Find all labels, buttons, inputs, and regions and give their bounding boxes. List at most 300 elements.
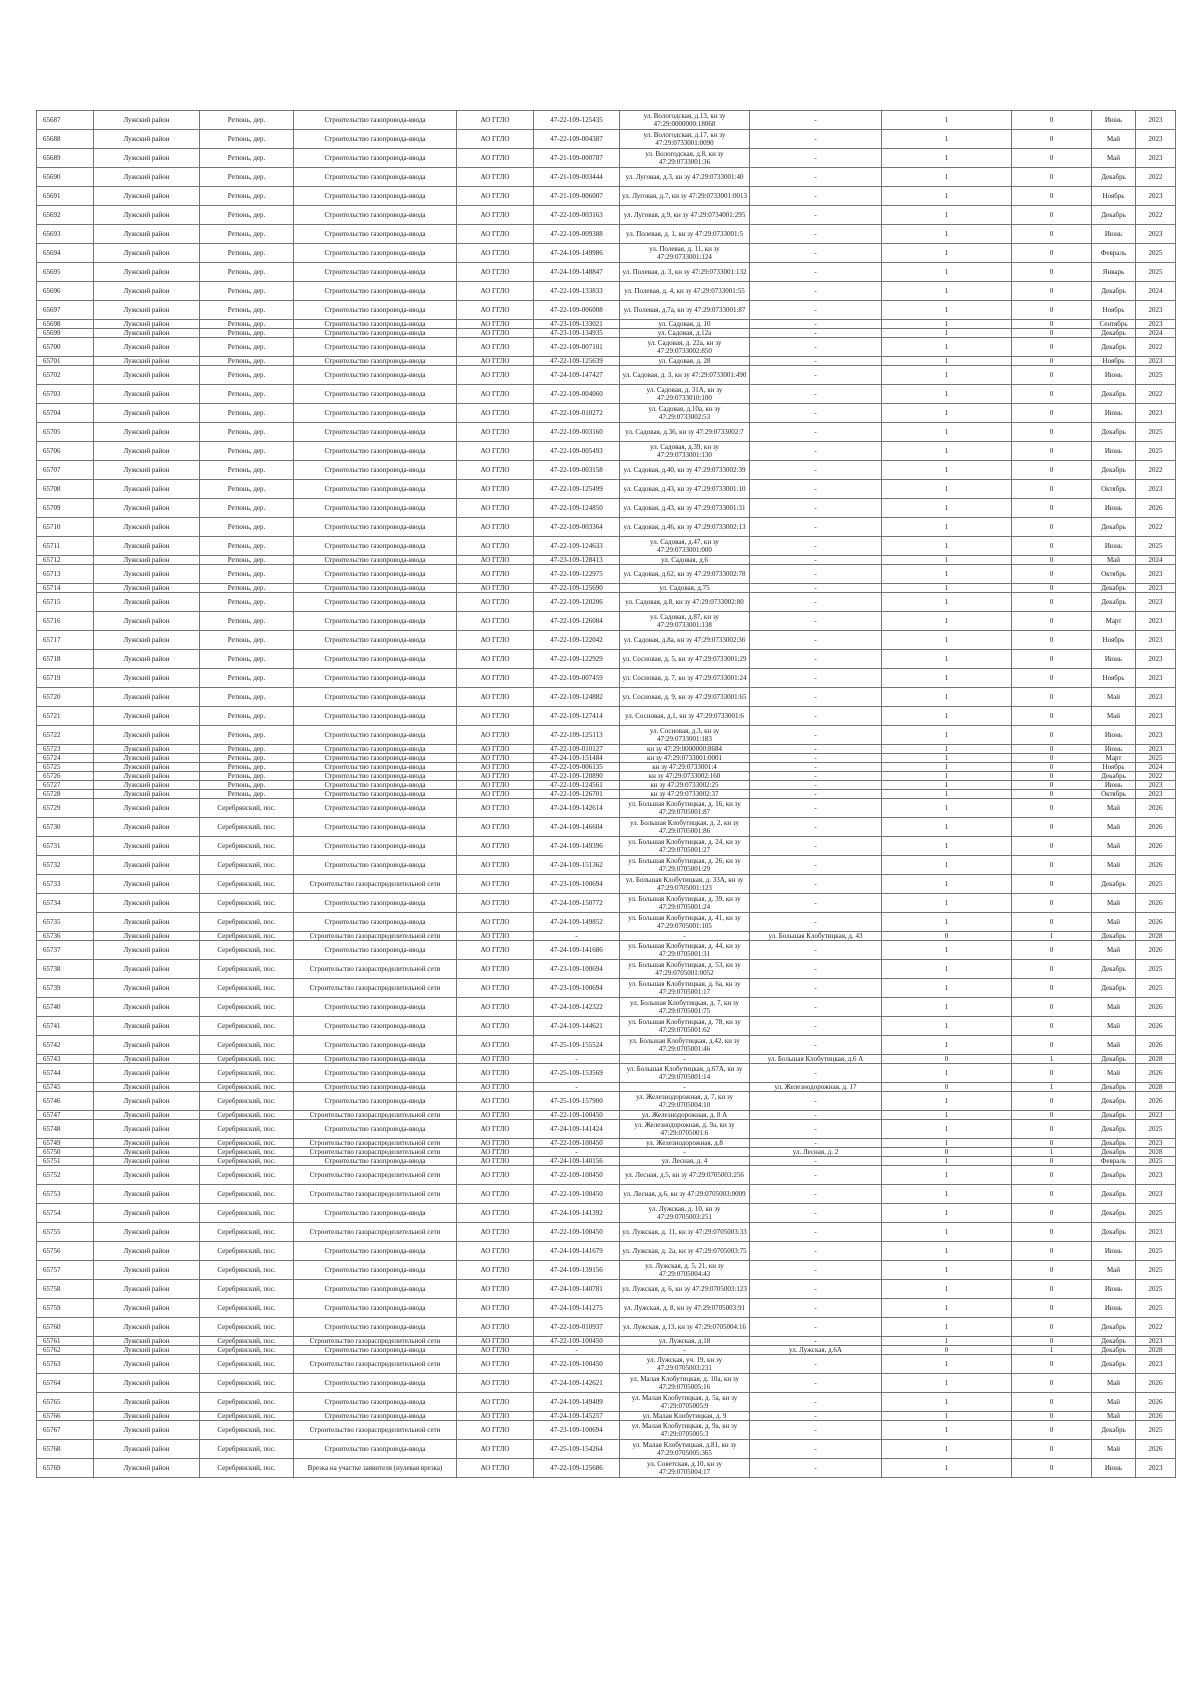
cell-district: Лужский район (94, 1185, 200, 1204)
table-row (37, 1092, 1176, 1111)
cell-settlement: Серебрянский, пос. (200, 1299, 294, 1318)
cell-year: 2022 (1136, 206, 1176, 225)
cell-settlement: Серебрянский, пос. (200, 1223, 294, 1242)
cell-district: Лужский район (94, 1036, 200, 1055)
cell-work-type: Строительство газопровода-ввода (294, 461, 457, 480)
cell-district: Лужский район (94, 932, 200, 941)
cell-organization: АО ГГЛО (457, 707, 534, 726)
cell-address: кн зу 47:29:0733002:25 (620, 781, 750, 790)
cell-year: 2024 (1136, 282, 1176, 301)
cell-address: ул. Полевая, д. 3, кн зу 47:29:0733001:132 (620, 263, 750, 282)
cell-address-alt: - (750, 856, 882, 875)
cell-count-b: 0 (1012, 631, 1092, 650)
cell-district: Лужский район (94, 875, 200, 894)
cell-year: 2023 (1136, 584, 1176, 593)
cell-month: Май (1092, 556, 1136, 565)
cell-record-id: 65708 (37, 480, 94, 499)
cell-district: Лужский район (94, 1120, 200, 1139)
cell-count-a: 1 (882, 726, 1012, 745)
cell-address: ул. Садовая, д.12а (620, 329, 750, 338)
cell-district: Лужский район (94, 442, 200, 461)
cell-district: Лужский район (94, 1440, 200, 1459)
cell-district: Лужский район (94, 366, 200, 385)
cell-address-alt: - (750, 1223, 882, 1242)
cell-district: Лужский район (94, 1280, 200, 1299)
cell-application-number: 47-22-109-125113 (534, 726, 620, 745)
cell-settlement: Ретюнь, дер. (200, 263, 294, 282)
table-row (37, 781, 1176, 790)
cell-month: Декабрь (1092, 1166, 1136, 1185)
table-row (37, 556, 1176, 565)
cell-address-alt: - (750, 442, 882, 461)
cell-year: 2023 (1136, 790, 1176, 799)
cell-month: Июнь (1092, 745, 1136, 754)
cell-address: кн зу 47:29:0733002:37 (620, 790, 750, 799)
cell-settlement: Серебрянский, пос. (200, 941, 294, 960)
cell-count-a: 1 (882, 480, 1012, 499)
cell-district: Лужский район (94, 168, 200, 187)
cell-month: Декабрь (1092, 875, 1136, 894)
table-row (37, 790, 1176, 799)
cell-application-number: 47-23-109-133021 (534, 320, 620, 329)
cell-count-a: 1 (882, 1459, 1012, 1478)
cell-district: Лужский район (94, 130, 200, 149)
cell-count-b: 0 (1012, 329, 1092, 338)
cell-count-b: 0 (1012, 225, 1092, 244)
cell-count-a: 1 (882, 790, 1012, 799)
cell-record-id: 65748 (37, 1120, 94, 1139)
cell-settlement: Серебрянский, пос. (200, 799, 294, 818)
cell-month: Май (1092, 837, 1136, 856)
cell-count-a: 1 (882, 1355, 1012, 1374)
table-row (37, 1242, 1176, 1261)
cell-organization: АО ГГЛО (457, 1393, 534, 1412)
cell-address: ул. Садовая, д. 10 (620, 320, 750, 329)
cell-address-alt: - (750, 1139, 882, 1148)
cell-count-a: 1 (882, 799, 1012, 818)
cell-count-a: 1 (882, 1337, 1012, 1346)
cell-count-a: 1 (882, 1242, 1012, 1261)
cell-year: 2024 (1136, 556, 1176, 565)
cell-count-a: 1 (882, 1280, 1012, 1299)
cell-year: 2025 (1136, 537, 1176, 556)
table-row (37, 688, 1176, 707)
cell-settlement: Ретюнь, дер. (200, 745, 294, 754)
table-row (37, 1204, 1176, 1223)
table-row (37, 818, 1176, 837)
cell-year: 2028 (1136, 1148, 1176, 1157)
cell-work-type: Строительство газопровода-ввода (294, 556, 457, 565)
cell-address: ул. Малая Клобутицкая, д.81, кн зу 47:29:0705005:365 (620, 1440, 750, 1459)
cell-application-number: 47-22-109-126084 (534, 612, 620, 631)
cell-count-a: 1 (882, 206, 1012, 225)
table-row (37, 442, 1176, 461)
cell-settlement: Ретюнь, дер. (200, 584, 294, 593)
table-row (37, 998, 1176, 1017)
cell-address: кн зу 47:29:0000000:8684 (620, 745, 750, 754)
cell-count-a: 1 (882, 1261, 1012, 1280)
table-row (37, 1459, 1176, 1478)
table-row (37, 932, 1176, 941)
cell-address-alt: - (750, 894, 882, 913)
cell-count-a: 1 (882, 913, 1012, 932)
cell-record-id: 65706 (37, 442, 94, 461)
cell-address: ул. Железнодорожная, д. 7, кн зу 47:29:0705004:10 (620, 1092, 750, 1111)
table-row (37, 856, 1176, 875)
cell-application-number: 47-22-109-007101 (534, 338, 620, 357)
cell-month: Сентябрь (1092, 320, 1136, 329)
cell-work-type: Строительство газопровода-ввода (294, 187, 457, 206)
cell-district: Лужский район (94, 1412, 200, 1421)
cell-month: Декабрь (1092, 1185, 1136, 1204)
cell-year: 2023 (1136, 565, 1176, 584)
cell-organization: АО ГГЛО (457, 338, 534, 357)
cell-work-type: Строительство газопровода-ввода (294, 726, 457, 745)
cell-count-a: 0 (882, 932, 1012, 941)
cell-count-a: 1 (882, 1036, 1012, 1055)
cell-address-alt: - (750, 329, 882, 338)
cell-work-type: Строительство газопровода-ввода (294, 338, 457, 357)
cell-address: ул. Лужская, д. 8, кн зу 47:29:0705003:91 (620, 1299, 750, 1318)
cell-district: Лужский район (94, 754, 200, 763)
cell-count-a: 1 (882, 960, 1012, 979)
cell-address: ул. Малая Клобутицкая, д. 10а, кн зу 47:29:0705005:16 (620, 1374, 750, 1393)
cell-district: Лужский район (94, 584, 200, 593)
cell-record-id: 65741 (37, 1017, 94, 1036)
cell-record-id: 65743 (37, 1055, 94, 1064)
cell-settlement: Ретюнь, дер. (200, 244, 294, 263)
cell-application-number: 47-21-109-003444 (534, 168, 620, 187)
cell-count-b: 0 (1012, 168, 1092, 187)
cell-address: ул. Малая Клобутицкая, д. 5а, кн зу 47:29:0705005:9 (620, 1393, 750, 1412)
cell-year: 2024 (1136, 329, 1176, 338)
cell-count-a: 1 (882, 998, 1012, 1017)
cell-year: 2022 (1136, 518, 1176, 537)
cell-address: ул. Большая Клобутицкая, д. 2, кн зу 47:29:0705001:86 (620, 818, 750, 837)
cell-address-alt: - (750, 1261, 882, 1280)
cell-settlement: Серебрянский, пос. (200, 1261, 294, 1280)
cell-record-id: 65753 (37, 1185, 94, 1204)
table-row (37, 1055, 1176, 1064)
cell-settlement: Ретюнь, дер. (200, 650, 294, 669)
cell-application-number: 47-22-109-124633 (534, 537, 620, 556)
cell-organization: АО ГГЛО (457, 1242, 534, 1261)
cell-year: 2025 (1136, 875, 1176, 894)
cell-count-a: 1 (882, 111, 1012, 130)
cell-application-number: 47-24-109-141424 (534, 1120, 620, 1139)
table-row (37, 565, 1176, 584)
cell-address-alt: - (750, 1017, 882, 1036)
cell-address: ул. Железнодорожная, д.8 (620, 1139, 750, 1148)
cell-settlement: Серебрянский, пос. (200, 1355, 294, 1374)
cell-month: Май (1092, 941, 1136, 960)
cell-settlement: Серебрянский, пос. (200, 1148, 294, 1157)
cell-record-id: 65690 (37, 168, 94, 187)
cell-address: ул. Полевая, д. 1, кн зу 47:29:0733001:5 (620, 225, 750, 244)
cell-address-alt: - (750, 612, 882, 631)
cell-application-number: - (534, 1083, 620, 1092)
cell-district: Лужский район (94, 225, 200, 244)
cell-count-b: 0 (1012, 518, 1092, 537)
cell-year: 2026 (1136, 856, 1176, 875)
cell-district: Лужский район (94, 612, 200, 631)
cell-count-b: 0 (1012, 130, 1092, 149)
cell-district: Лужский район (94, 856, 200, 875)
cell-address: ул. Лужская, д. 6, кн зу 47:29:0705003:123 (620, 1280, 750, 1299)
cell-year: 2023 (1136, 130, 1176, 149)
table-row (37, 763, 1176, 772)
cell-work-type: Строительство газопровода-ввода (294, 688, 457, 707)
cell-year: 2023 (1136, 650, 1176, 669)
cell-organization: АО ГГЛО (457, 499, 534, 518)
cell-organization: АО ГГЛО (457, 518, 534, 537)
cell-count-b: 0 (1012, 1185, 1092, 1204)
cell-count-a: 1 (882, 584, 1012, 593)
cell-record-id: 65721 (37, 707, 94, 726)
cell-work-type: Строительство газопровода-ввода (294, 612, 457, 631)
cell-record-id: 65697 (37, 301, 94, 320)
table-row (37, 1280, 1176, 1299)
cell-record-id: 65692 (37, 206, 94, 225)
cell-address-alt: - (750, 726, 882, 745)
cell-month: Декабрь (1092, 1092, 1136, 1111)
table-row (37, 1036, 1176, 1055)
cell-district: Лужский район (94, 187, 200, 206)
cell-organization: АО ГГЛО (457, 1157, 534, 1166)
cell-settlement: Серебрянский, пос. (200, 1017, 294, 1036)
cell-organization: АО ГГЛО (457, 1374, 534, 1393)
cell-settlement: Серебрянский, пос. (200, 1036, 294, 1055)
cell-count-b: 0 (1012, 1393, 1092, 1412)
table-row (37, 1166, 1176, 1185)
cell-district: Лужский район (94, 1139, 200, 1148)
cell-work-type: Строительство газораспределительной сети (294, 1223, 457, 1242)
cell-application-number: 47-22-109-007459 (534, 669, 620, 688)
cell-record-id: 65769 (37, 1459, 94, 1478)
cell-year: 2026 (1136, 1017, 1176, 1036)
cell-application-number: 47-22-109-010937 (534, 1318, 620, 1337)
cell-organization: АО ГГЛО (457, 1092, 534, 1111)
cell-application-number: 47-22-109-122929 (534, 650, 620, 669)
cell-record-id: 65755 (37, 1223, 94, 1242)
cell-record-id: 65759 (37, 1299, 94, 1318)
cell-organization: АО ГГЛО (457, 320, 534, 329)
cell-year: 2022 (1136, 168, 1176, 187)
cell-record-id: 65699 (37, 329, 94, 338)
cell-application-number: 47-22-109-120890 (534, 772, 620, 781)
cell-address: ул. Садовая, д. 22а, кн зу 47:29:0733002:850 (620, 338, 750, 357)
cell-count-a: 1 (882, 1166, 1012, 1185)
cell-count-a: 1 (882, 225, 1012, 244)
cell-year: 2023 (1136, 187, 1176, 206)
cell-address-alt: - (750, 404, 882, 423)
cell-record-id: 65704 (37, 404, 94, 423)
cell-district: Лужский район (94, 1318, 200, 1337)
cell-year: 2026 (1136, 1440, 1176, 1459)
cell-settlement: Ретюнь, дер. (200, 631, 294, 650)
cell-address: - (620, 1083, 750, 1092)
cell-count-a: 1 (882, 404, 1012, 423)
cell-district: Лужский район (94, 1204, 200, 1223)
table-row (37, 366, 1176, 385)
cell-count-b: 0 (1012, 593, 1092, 612)
cell-count-b: 0 (1012, 612, 1092, 631)
cell-district: Лужский район (94, 790, 200, 799)
cell-organization: АО ГГЛО (457, 565, 534, 584)
cell-application-number: 47-22-109-125686 (534, 1459, 620, 1478)
cell-count-b: 0 (1012, 799, 1092, 818)
cell-organization: АО ГГЛО (457, 206, 534, 225)
cell-address-alt: - (750, 1374, 882, 1393)
cell-organization: АО ГГЛО (457, 1139, 534, 1148)
cell-settlement: Серебрянский, пос. (200, 856, 294, 875)
cell-application-number: 47-22-109-100450 (534, 1337, 620, 1346)
cell-address-alt: - (750, 1299, 882, 1318)
cell-application-number: - (534, 1346, 620, 1355)
table-row (37, 244, 1176, 263)
cell-record-id: 65722 (37, 726, 94, 745)
cell-address: ул. Луговая, д.9, кн зу 47:29:0734001:295 (620, 206, 750, 225)
table-row (37, 1017, 1176, 1036)
cell-month: Июнь (1092, 650, 1136, 669)
cell-address: - (620, 932, 750, 941)
cell-address: ул. Сосновая, д.3, кн зу 47:29:0733001:183 (620, 726, 750, 745)
cell-district: Лужский район (94, 244, 200, 263)
cell-organization: АО ГГЛО (457, 1111, 534, 1120)
cell-year: 2023 (1136, 726, 1176, 745)
cell-work-type: Строительство газопровода-ввода (294, 894, 457, 913)
cell-settlement: Серебрянский, пос. (200, 913, 294, 932)
cell-month: Июнь (1092, 1459, 1136, 1478)
cell-address-alt: - (750, 799, 882, 818)
cell-work-type: Строительство газораспределительной сети (294, 1111, 457, 1120)
cell-work-type: Строительство газопровода-ввода (294, 1036, 457, 1055)
cell-count-b: 0 (1012, 187, 1092, 206)
cell-month: Декабрь (1092, 1083, 1136, 1092)
cell-work-type: Строительство газораспределительной сети (294, 1355, 457, 1374)
cell-month: Июнь (1092, 499, 1136, 518)
cell-address: ул. Большая Клобутицкая, д. 39, кн зу 47:29:0705001:24 (620, 894, 750, 913)
cell-work-type: Строительство газопровода-ввода (294, 1092, 457, 1111)
cell-organization: АО ГГЛО (457, 263, 534, 282)
cell-count-a: 1 (882, 565, 1012, 584)
cell-year: 2026 (1136, 818, 1176, 837)
cell-organization: АО ГГЛО (457, 772, 534, 781)
cell-count-a: 1 (882, 130, 1012, 149)
cell-settlement: Серебрянский, пос. (200, 1318, 294, 1337)
cell-settlement: Ретюнь, дер. (200, 149, 294, 168)
cell-work-type: Строительство газопровода-ввода (294, 565, 457, 584)
cell-work-type: Врезка на участке заявителя (нулевая врезка) (294, 1459, 457, 1478)
cell-district: Лужский район (94, 1374, 200, 1393)
cell-month: Декабрь (1092, 1355, 1136, 1374)
cell-organization: АО ГГЛО (457, 244, 534, 263)
cell-count-b: 0 (1012, 565, 1092, 584)
cell-district: Лужский район (94, 149, 200, 168)
cell-count-a: 1 (882, 1064, 1012, 1083)
cell-work-type: Строительство газопровода-ввода (294, 584, 457, 593)
cell-count-b: 0 (1012, 1166, 1092, 1185)
cell-month: Декабрь (1092, 960, 1136, 979)
cell-district: Лужский район (94, 565, 200, 584)
cell-settlement: Серебрянский, пос. (200, 1157, 294, 1166)
cell-address-alt: - (750, 875, 882, 894)
cell-count-a: 1 (882, 1017, 1012, 1036)
table-row (37, 1139, 1176, 1148)
cell-count-b: 0 (1012, 320, 1092, 329)
cell-record-id: 65765 (37, 1393, 94, 1412)
table-row (37, 650, 1176, 669)
cell-record-id: 65729 (37, 799, 94, 818)
cell-organization: АО ГГЛО (457, 894, 534, 913)
cell-count-b: 0 (1012, 1120, 1092, 1139)
cell-organization: АО ГГЛО (457, 1440, 534, 1459)
table-row (37, 979, 1176, 998)
cell-count-b: 0 (1012, 556, 1092, 565)
cell-organization: АО ГГЛО (457, 187, 534, 206)
cell-settlement: Серебрянский, пос. (200, 1120, 294, 1139)
cell-organization: АО ГГЛО (457, 357, 534, 366)
cell-application-number: 47-22-109-125499 (534, 480, 620, 499)
cell-year: 2023 (1136, 225, 1176, 244)
cell-year: 2025 (1136, 754, 1176, 763)
cell-count-b: 0 (1012, 480, 1092, 499)
cell-application-number: - (534, 1148, 620, 1157)
cell-count-b: 0 (1012, 584, 1092, 593)
cell-organization: АО ГГЛО (457, 1055, 534, 1064)
cell-record-id: 65738 (37, 960, 94, 979)
cell-address-alt: - (750, 650, 882, 669)
cell-month: Июнь (1092, 781, 1136, 790)
cell-address: ул. Лужская, д. 10, кн зу 47:29:0705003:251 (620, 1204, 750, 1223)
cell-settlement: Серебрянский, пос. (200, 1185, 294, 1204)
cell-count-a: 0 (882, 1346, 1012, 1355)
cell-year: 2023 (1136, 1111, 1176, 1120)
cell-record-id: 65733 (37, 875, 94, 894)
cell-month: Май (1092, 707, 1136, 726)
cell-district: Лужский район (94, 537, 200, 556)
cell-month: Октябрь (1092, 480, 1136, 499)
cell-application-number: 47-24-109-150772 (534, 894, 620, 913)
cell-count-b: 0 (1012, 1204, 1092, 1223)
cell-district: Лужский район (94, 772, 200, 781)
cell-organization: АО ГГЛО (457, 1459, 534, 1478)
cell-settlement: Серебрянский, пос. (200, 1064, 294, 1083)
cell-district: Лужский район (94, 1242, 200, 1261)
cell-settlement: Серебрянский, пос. (200, 1374, 294, 1393)
cell-district: Лужский район (94, 650, 200, 669)
cell-count-b: 0 (1012, 979, 1092, 998)
cell-organization: АО ГГЛО (457, 1412, 534, 1421)
table-row (37, 111, 1176, 130)
cell-settlement: Ретюнь, дер. (200, 565, 294, 584)
cell-organization: АО ГГЛО (457, 799, 534, 818)
cell-address: ул. Железнодорожная, д. 8 А (620, 1111, 750, 1120)
cell-count-a: 1 (882, 149, 1012, 168)
cell-count-a: 1 (882, 772, 1012, 781)
cell-year: 2025 (1136, 442, 1176, 461)
cell-address: ул. Советская, д.10, кн зу 47:29:0705004:17 (620, 1459, 750, 1478)
cell-address-alt: - (750, 537, 882, 556)
cell-address: ул. Большая Клобутицкая, д. 24, кн зу 47:29:0705001:27 (620, 837, 750, 856)
cell-address-alt: ул. Лесная, д. 2 (750, 1148, 882, 1157)
cell-district: Лужский район (94, 338, 200, 357)
cell-organization: АО ГГЛО (457, 998, 534, 1017)
cell-year: 2023 (1136, 111, 1176, 130)
cell-district: Лужский район (94, 1299, 200, 1318)
cell-address: кн зу 47:29:0733002:160 (620, 772, 750, 781)
cell-record-id: 65742 (37, 1036, 94, 1055)
